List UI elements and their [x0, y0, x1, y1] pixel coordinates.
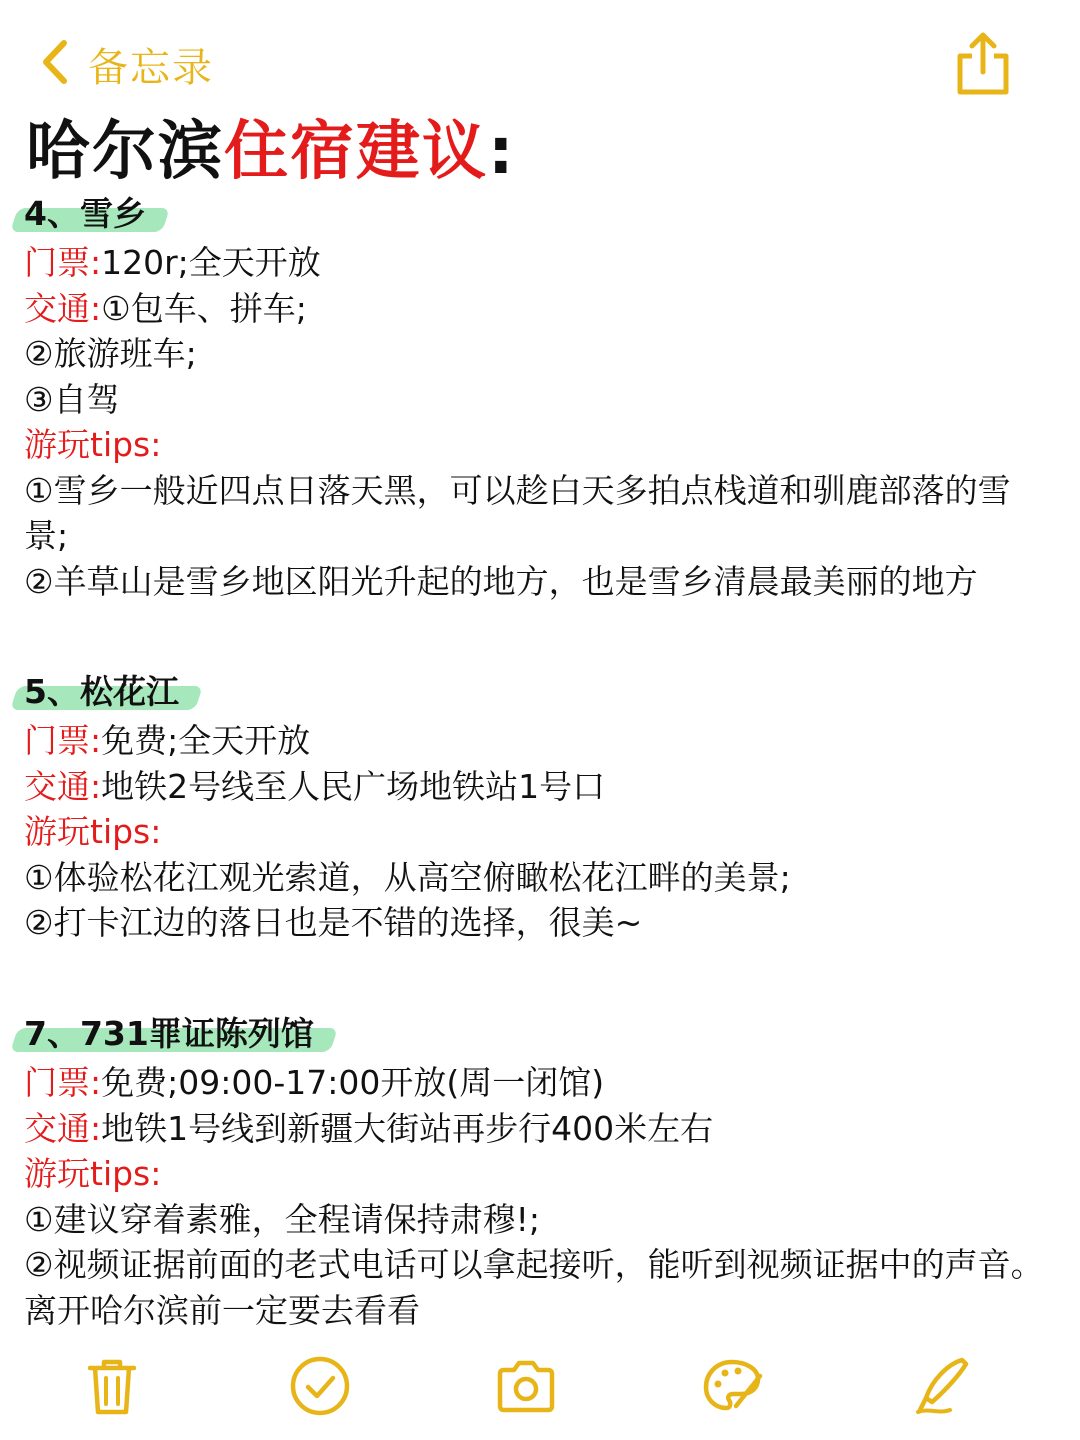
back-label: 备忘录 — [88, 44, 214, 91]
back-button[interactable] — [40, 36, 214, 92]
camera-button[interactable] — [494, 1354, 558, 1418]
transport-option: ②旅游班车; — [24, 334, 197, 373]
transport-key: 交通: — [24, 1108, 102, 1148]
tip-item: ②打卡江边的落日也是不错的选择，很美~ — [24, 903, 643, 942]
transport-key: 交通: — [24, 288, 102, 328]
ticket-value: 免费;09:00-17:00开放(周一闭馆) — [101, 1063, 605, 1102]
top-bar — [0, 0, 1080, 110]
markup-button[interactable] — [700, 1354, 764, 1418]
ticket-key: 门票: — [24, 721, 102, 760]
trash-icon — [80, 1403, 144, 1422]
share-button[interactable] — [952, 30, 1014, 98]
section-heading-wrap — [24, 668, 179, 716]
transport-line — [24, 286, 1054, 332]
palette-icon — [700, 1403, 764, 1422]
share-icon — [952, 83, 1014, 102]
tips-key: 游玩tips: — [24, 812, 162, 851]
ticket-line — [24, 240, 1054, 286]
checklist-icon — [288, 1403, 352, 1422]
ticket-key: 门票: — [24, 243, 102, 282]
ticket-value: 免费;全天开放 — [101, 721, 311, 760]
transport-line — [24, 1106, 1054, 1152]
bottom-toolbar — [0, 1340, 1080, 1440]
transport-value: ①包车、拼车; — [101, 288, 307, 328]
transport-option: ③自驾 — [24, 379, 120, 419]
title-part-city: 哈尔滨 — [26, 115, 224, 189]
ticket-value: 120r;全天开放 — [101, 243, 321, 282]
tip-item: ②视频证据前面的老式电话可以拿起接听，能听到视频证据中的声音。离开哈尔滨前一定要去看看 — [24, 1245, 1044, 1330]
section-heading: 4、雪乡 — [24, 194, 146, 233]
tip-item: ②羊草山是雪乡地区阳光升起的地方，也是雪乡清晨最美丽的地方 — [24, 561, 978, 601]
tips-key: 游玩tips: — [24, 1154, 162, 1193]
transport-value: 地铁2号线至人民广场地铁站1号口 — [101, 766, 606, 806]
section-songhuajiang — [24, 668, 1054, 946]
tip-item: ①建议穿着素雅，全程请保持肃穆!; — [24, 1199, 540, 1239]
camera-icon — [494, 1403, 558, 1422]
section-heading-wrap — [24, 1010, 314, 1058]
section-heading: 5、松花江 — [24, 672, 179, 711]
title-part-topic: 住宿建议 — [224, 115, 488, 189]
ticket-key: 门票: — [24, 1063, 102, 1102]
chevron-left-icon — [40, 38, 70, 90]
transport-line — [24, 764, 1054, 810]
tip-item: ①体验松花江观光索道，从高空俯瞰松花江畔的美景; — [24, 857, 791, 897]
section-xuexiang — [24, 190, 1054, 604]
ticket-line — [24, 718, 1054, 764]
section-731-museum — [24, 1010, 1054, 1333]
checklist-button[interactable] — [288, 1354, 352, 1418]
section-heading: 7、731罪证陈列馆 — [24, 1014, 314, 1053]
title-colon: : — [488, 115, 516, 189]
note-title — [26, 112, 516, 192]
ticket-line — [24, 1060, 1054, 1106]
tip-item: ①雪乡一般近四点日落天黑，可以趁白天多拍点栈道和驯鹿部落的雪景; — [24, 470, 1011, 555]
compose-button[interactable] — [910, 1354, 974, 1418]
section-heading-wrap — [24, 190, 146, 238]
tips-key: 游玩tips: — [24, 425, 162, 464]
transport-value: 地铁1号线到新疆大街站再步行400米左右 — [101, 1108, 714, 1148]
pen-icon — [910, 1403, 974, 1422]
delete-button[interactable] — [80, 1354, 144, 1418]
transport-key: 交通: — [24, 766, 102, 806]
